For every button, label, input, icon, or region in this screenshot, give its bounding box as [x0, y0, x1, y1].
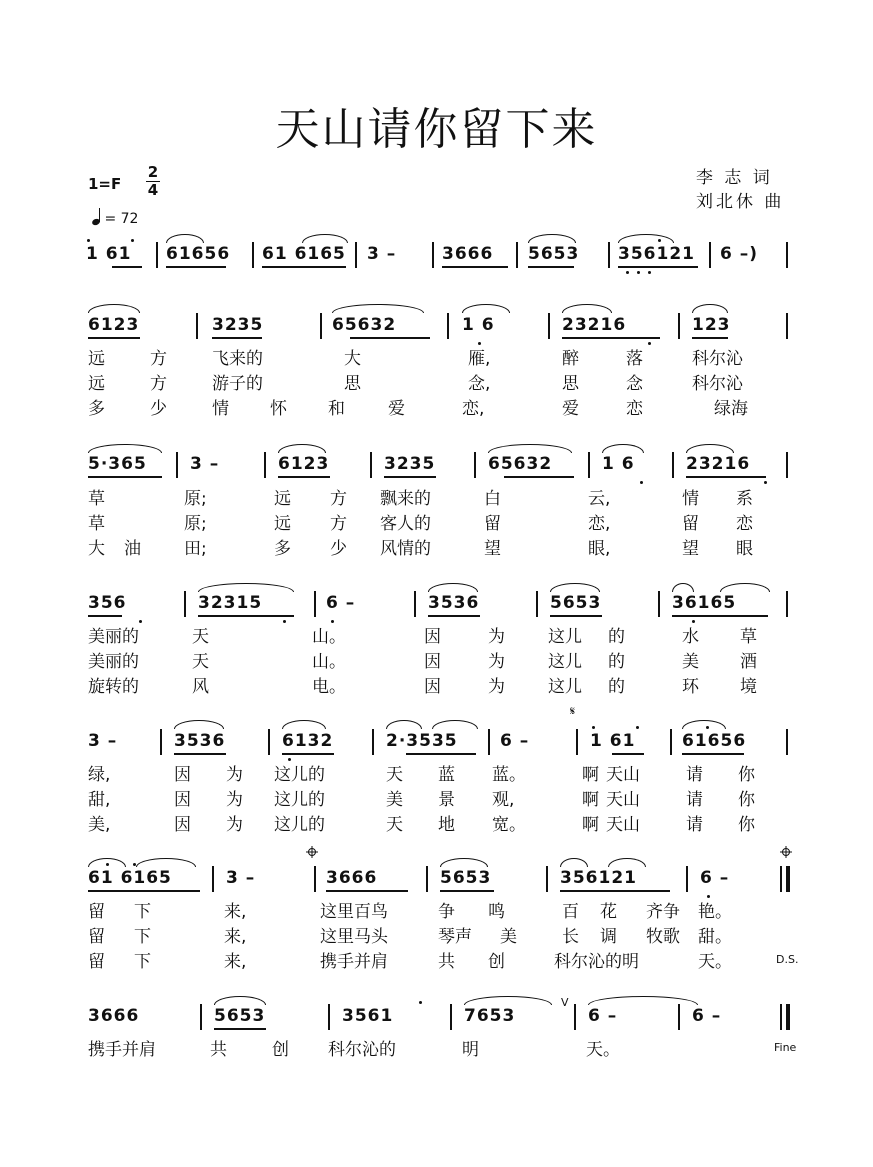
fine-marking: Fine: [774, 1041, 797, 1054]
tempo-value: = 72: [104, 211, 139, 227]
measure: 6 –: [692, 1006, 722, 1026]
measure: 6 –: [500, 731, 530, 751]
measure: 3 –: [226, 868, 256, 888]
measure: 61 6165: [262, 244, 346, 264]
tempo-marking: [92, 208, 138, 227]
quarter-note-icon: [91, 218, 101, 226]
measure: 3235: [384, 454, 436, 474]
measure: 32315: [198, 593, 263, 613]
breath-mark: V: [561, 996, 569, 1009]
measure: 3235: [212, 315, 264, 335]
time-signature: [146, 165, 160, 198]
measure: 6123: [278, 454, 330, 474]
measure: 1 6: [602, 454, 635, 474]
coda-icon: [780, 846, 792, 858]
measure: 3 –: [367, 244, 397, 264]
measure: 3 –: [88, 731, 118, 751]
measure: 23216: [686, 454, 751, 474]
measure: 3 –: [190, 454, 220, 474]
measure: 3666: [88, 1006, 140, 1026]
time-signature-bottom: 4: [147, 181, 159, 199]
measure: 61656: [166, 244, 231, 264]
measure: 123: [692, 315, 731, 335]
segno-icon: 𝄋: [570, 704, 576, 718]
measure: 36165: [672, 593, 737, 613]
song-title: 天山请你留下来: [275, 104, 598, 155]
key-signature: 1=F: [88, 175, 122, 193]
measure: 65632: [332, 315, 397, 335]
measure: 6 –: [326, 593, 356, 613]
measure: 3536: [428, 593, 480, 613]
measure: 6 –: [700, 868, 730, 888]
measure: 3666: [326, 868, 378, 888]
measure: 5·365: [88, 454, 147, 474]
measure: 356121: [618, 244, 695, 264]
measure: 5653: [440, 868, 492, 888]
measure: 61 6165: [88, 868, 172, 888]
measure: 6 –): [720, 244, 759, 264]
measure: 1 61: [590, 731, 636, 751]
ds-marking: D.S.: [776, 953, 799, 966]
measure: 1 61: [86, 244, 132, 264]
coda-icon: [306, 846, 318, 858]
measure: 23216: [562, 315, 627, 335]
composer-credit: 刘北休 曲: [696, 192, 785, 212]
measure: 5653: [550, 593, 602, 613]
measure: 356121: [560, 868, 637, 888]
measure: 3666: [442, 244, 494, 264]
measure: 3536: [174, 731, 226, 751]
measure: 356: [88, 593, 127, 613]
measure: 2·3535: [386, 731, 458, 751]
measure: 6 –: [588, 1006, 618, 1026]
measure: 5653: [214, 1006, 266, 1026]
measure: 1 6: [462, 315, 495, 335]
measure: 6123: [88, 315, 140, 335]
lyricist-credit: 李 志 词: [696, 168, 773, 188]
time-signature-top: 2: [147, 163, 159, 181]
measure: 7653: [464, 1006, 516, 1026]
measure: 3561: [342, 1006, 394, 1026]
measure: 6132: [282, 731, 334, 751]
measure: 65632: [488, 454, 553, 474]
measure: 5653: [528, 244, 580, 264]
measure: 61656: [682, 731, 747, 751]
